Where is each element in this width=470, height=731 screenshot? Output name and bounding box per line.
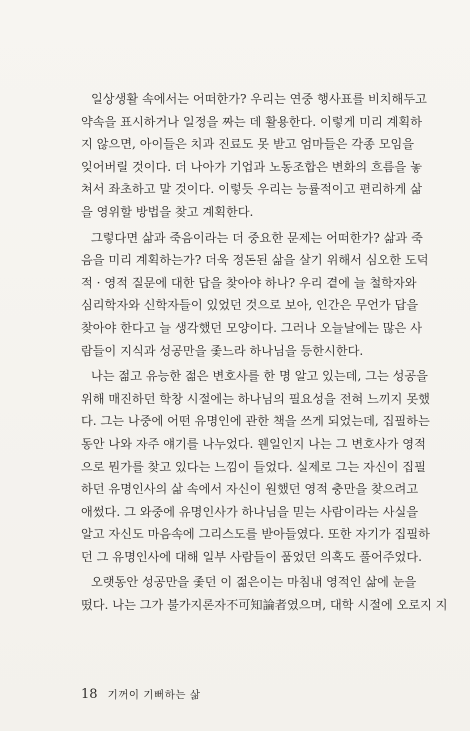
text-line: 찾아야 한다고 늘 생각했던 모양이다. 그러나 오늘날에는 많은 사 [81, 320, 422, 335]
text-line: 심리학자와 신학자들이 있었던 것으로 보아, 인간은 무언가 답을 [81, 298, 419, 313]
text-line: 알고 자신도 마음속에 그리스도를 받아들였다. 또한 자기가 집필하 [81, 527, 430, 542]
text-line: 던 그 유명인사에 대해 일부 사람들이 품었던 의혹도 풀어주었다. [81, 549, 422, 564]
text-line: 람들이 지식과 성공만을 좇느라 하나님을 등한시한다. [81, 343, 364, 358]
text-line: 그렇다면 삶과 죽음이라는 더 중요한 문제는 어떠한가? 삶과 죽 [91, 230, 423, 245]
text-line: 으로 뭔가를 찾고 있다는 느낌이 들었다. 실제로 그는 자신이 집필 [81, 459, 426, 474]
text-line: 잊어버릴 것이다. 더 나아가 기업과 노동조합은 변화의 흐름을 놓 [81, 159, 422, 174]
text-line: 을 영위할 방법을 찾고 계획한다. [81, 204, 254, 219]
text-line: 오랫동안 성공만을 좇던 이 젊은이는 마침내 영적인 삶에 눈을 [91, 575, 417, 590]
text-line: 약속을 표시하거나 일정을 짜는 데 활용한다. 이렇게 미리 계획하 [81, 114, 422, 129]
running-title: 기꺼이 기뻐하는 삶 [107, 689, 201, 701]
text-line: 동안 나와 자주 얘기를 나누었다. 웬일인지 나는 그 변호사가 영적 [81, 436, 426, 451]
text-line: 적 · 영적 질문에 대한 답을 찾아야 하나? 우리 곁에 늘 철학자와 [81, 275, 417, 290]
text-line: 음을 미리 계획하는가? 더욱 정돈된 삶을 살기 위해서 심오한 도덕 [81, 253, 429, 268]
paragraph [81, 365, 430, 568]
text-line: 지 않으면, 아이들은 치과 진료도 못 받고 엄마들은 각종 모임을 [81, 137, 415, 152]
text-line: 위해 매진하던 학창 시절에는 하나님의 필요성을 전혀 느끼지 못했 [81, 391, 430, 406]
page-footer [81, 683, 200, 702]
text-line: 다. 그는 나중에 어떤 유명인에 관한 책을 쓰게 되었는데, 집필하는 [81, 414, 430, 429]
text-line: 쳐서 좌초하고 말 것이다. 이렇듯 우리는 능률적이고 편리하게 삶 [81, 182, 422, 197]
text-line: 떴다. 나는 그가 불가지론자不可知論者였으며, 대학 시절에 오로지 지 [81, 598, 448, 613]
text-line: 하던 유명인사의 삶 속에서 자신이 원했던 영적 충만을 찾으려고 [81, 482, 419, 497]
paragraph [81, 88, 427, 224]
paragraph [81, 227, 429, 363]
text-line: 애썼다. 그 와중에 유명인사가 하나님을 믿는 사람이라는 사실을 [81, 504, 419, 519]
text-line: 일상생활 속에서는 어떠한가? 우리는 연중 행사표를 비치해두고 [91, 92, 427, 106]
page-number: 18 [81, 687, 98, 702]
body-text [81, 88, 448, 617]
paragraph [81, 571, 448, 616]
text-line: 나는 젊고 유능한 젊은 변호사를 한 명 알고 있는데, 그는 성공을 [91, 369, 428, 384]
